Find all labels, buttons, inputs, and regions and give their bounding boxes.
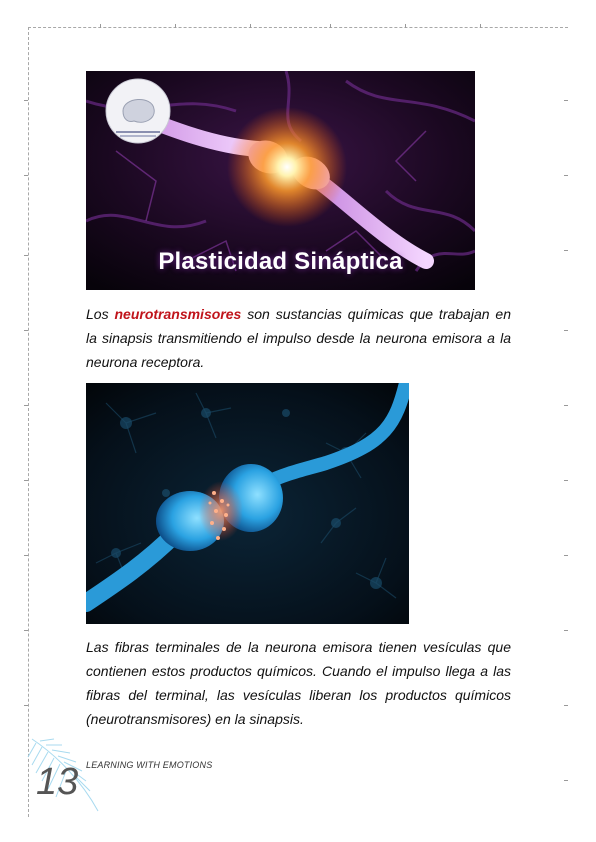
margin-tick [250, 24, 251, 28]
margin-tick [480, 24, 481, 28]
page-border-left [28, 27, 29, 817]
margin-tick [564, 630, 568, 631]
margin-tick [564, 480, 568, 481]
margin-tick [564, 175, 568, 176]
paragraph-vesicles: Las fibras terminales de la neurona emisora tienen vesículas que contienen estos productos químicos. Cuando el impulso llega a las fibras del terminal, las vesículas liberan los productos químicos (neurotransmisores) en la sinapsis. [86, 639, 511, 727]
brain-logo-icon [106, 79, 170, 143]
highlighted-term: neurotransmisores [114, 306, 242, 322]
page-border-top [28, 27, 568, 28]
paragraph-text-rest: son sustancias químicas que trabajan en la sinapsis transmitiendo el impulso desde la neurona emisora a la neurona receptora. [86, 306, 511, 370]
margin-tick [564, 100, 568, 101]
footer-label: LEARNING WITH EMOTIONS [86, 760, 213, 770]
margin-tick [24, 330, 28, 331]
margin-tick [24, 630, 28, 631]
synapse-blue-illustration [86, 383, 409, 624]
margin-tick [24, 405, 28, 406]
margin-tick [24, 555, 28, 556]
synaptic-plasticity-image [86, 71, 475, 290]
margin-tick [24, 480, 28, 481]
margin-tick [564, 250, 568, 251]
margin-tick [175, 24, 176, 28]
margin-tick [24, 175, 28, 176]
margin-tick [100, 24, 101, 28]
margin-tick [564, 555, 568, 556]
margin-tick [564, 405, 568, 406]
margin-tick [24, 255, 28, 256]
paragraph-neurotransmitters [86, 302, 511, 374]
margin-tick [564, 780, 568, 781]
figure-title: Plasticidad Sináptica [158, 248, 403, 275]
margin-tick [24, 100, 28, 101]
paragraph-text-lead: Los [86, 306, 115, 322]
synapse-blue-image [86, 383, 409, 624]
margin-tick [330, 24, 331, 28]
margin-tick [405, 24, 406, 28]
margin-tick [564, 330, 568, 331]
margin-tick [24, 705, 28, 706]
margin-tick [564, 705, 568, 706]
page-number: 13 [36, 761, 79, 803]
